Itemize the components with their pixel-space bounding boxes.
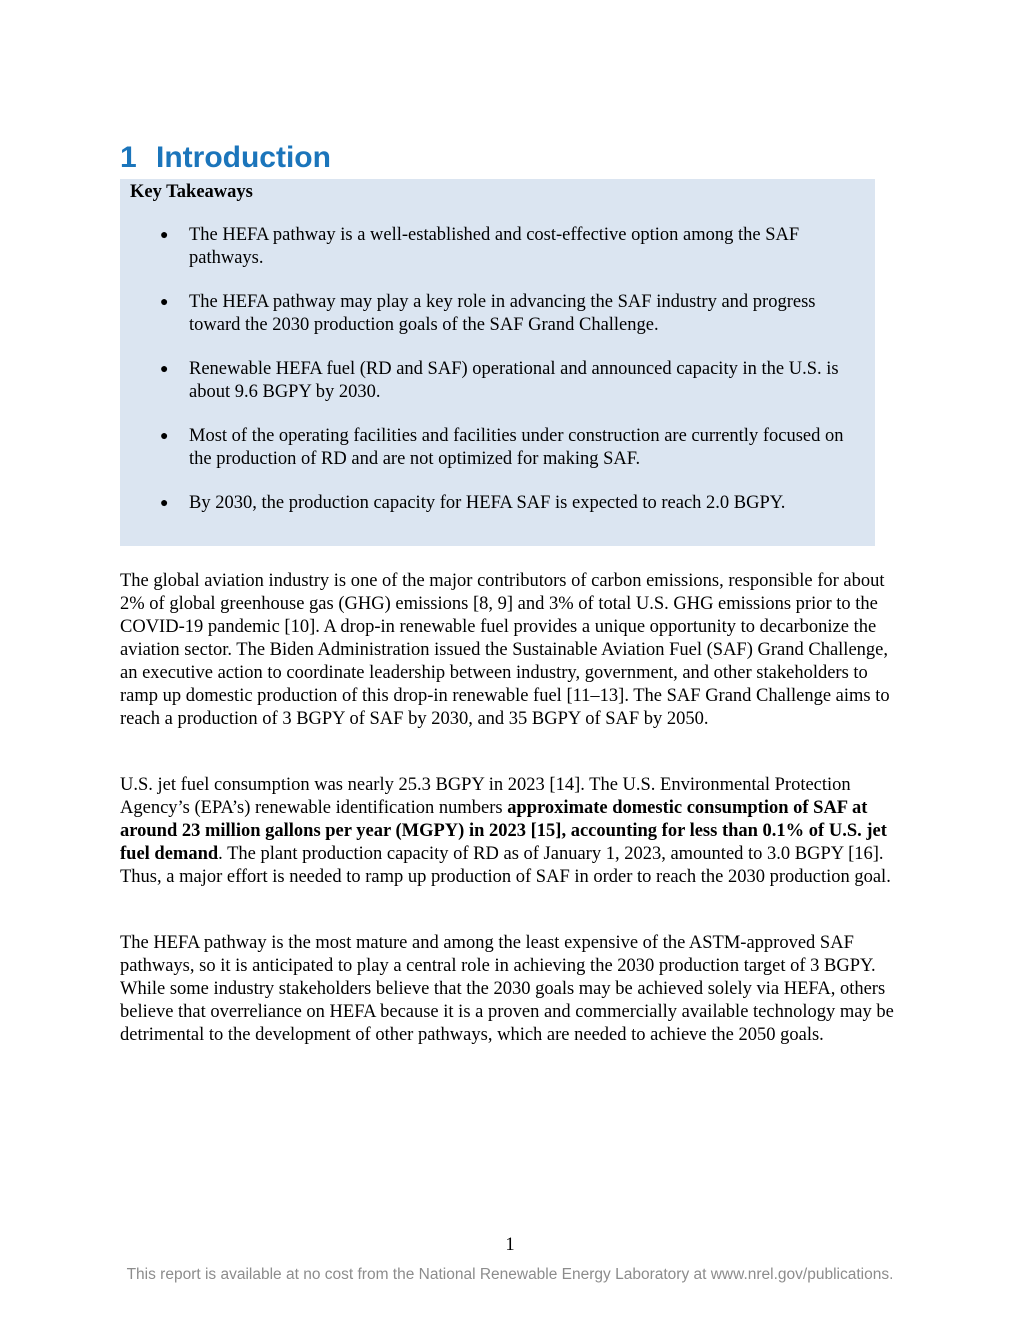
paragraph-text: U.S. jet fuel consumption was nearly 25.3 BGPY in 2023 [14]. The U.S. Environmental Protection Agency’s (EPA’s) renewable identification numbers bbox=[120, 775, 851, 818]
takeaway-text: By 2030, the production capacity for HEFA SAF is expected to reach 2.0 BGPY. bbox=[189, 493, 786, 513]
key-takeaways-box bbox=[120, 179, 875, 546]
takeaway-item bbox=[120, 358, 869, 404]
takeaway-item bbox=[120, 291, 869, 337]
paragraph-bold-text: approximate domestic consumption of SAF at around 23 million gallons per year (MGPY) in 2023 [15], accounting for less than 0.1% of U.S. jet fuel demand bbox=[120, 798, 887, 864]
takeaway-item bbox=[120, 224, 869, 270]
takeaway-text: The HEFA pathway may play a key role in advancing the SAF industry and progress toward the 2030 production goals of the SAF Grand Challenge. bbox=[189, 292, 816, 335]
bullet-icon: ● bbox=[160, 429, 169, 444]
body-paragraph-aviation-emissions: The global aviation industry is one of the major contributors of carbon emissions, responsible for about 2% of global greenhouse gas (GHG) emissions [8, 9] and 3% of total U.S. GHG emissions prior to the COVID-19 pandemic [10]. A drop-in renewable fuel provides a unique opportunity to decarbonize the aviation sector. The Biden Administration issued the Sustainable Aviation Fuel (SAF) Grand Challenge, an executive action to coordinate leadership between industry, government, and other stakeholders to ramp up domestic production of this drop-in renewable fuel [11–13]. The SAF Grand Challenge aims to reach a production of 3 BGPY of SAF by 2030, and 35 BGPY of SAF by 2050. bbox=[120, 571, 890, 729]
paragraph-text: . The plant production capacity of RD as of January 1, 2023, amounted to 3.0 BGPY [16]. Thus, a major effort is needed to ramp up production of SAF in order to reach the 2030 production goal. bbox=[120, 844, 891, 887]
takeaway-item bbox=[120, 425, 869, 471]
footer-note: This report is available at no cost from the National Renewable Energy Laboratory at www.nrel.gov/publications. bbox=[126, 1266, 894, 1283]
bullet-icon: ● bbox=[160, 496, 169, 511]
takeaway-text: The HEFA pathway is a well-established and cost-effective option among the SAF pathways. bbox=[189, 225, 800, 268]
section-number: 1 bbox=[120, 141, 137, 174]
section-heading bbox=[120, 138, 331, 178]
section-title: Introduction bbox=[156, 141, 331, 174]
bullet-icon: ● bbox=[160, 362, 169, 377]
key-takeaways-title: Key Takeaways bbox=[130, 182, 253, 202]
takeaway-text: Renewable HEFA fuel (RD and SAF) operational and announced capacity in the U.S. is about 9.6 BGPY by 2030. bbox=[189, 359, 839, 402]
bullet-icon: ● bbox=[160, 228, 169, 243]
page-number: 1 bbox=[505, 1235, 515, 1255]
takeaway-item bbox=[120, 492, 869, 515]
key-takeaways-list bbox=[120, 224, 869, 536]
body-paragraph-hefa-pathway: The HEFA pathway is the most mature and among the least expensive of the ASTM-approved SAF pathways, so it is anticipated to play a central role in achieving the 2030 production target of 3 BGPY. While some industry stakeholders believe that the 2030 goals may be achieved solely via HEFA, others believe that overreliance on HEFA because it is a proven and commercially available technology may be detrimental to the development of other pathways, which are needed to achieve the 2050 goals. bbox=[120, 933, 894, 1045]
body-paragraph-jet-fuel-consumption bbox=[120, 774, 910, 889]
takeaway-text: Most of the operating facilities and facilities under construction are currently focused on the production of RD and are not optimized for making SAF. bbox=[189, 426, 844, 469]
bullet-icon: ● bbox=[160, 295, 169, 310]
